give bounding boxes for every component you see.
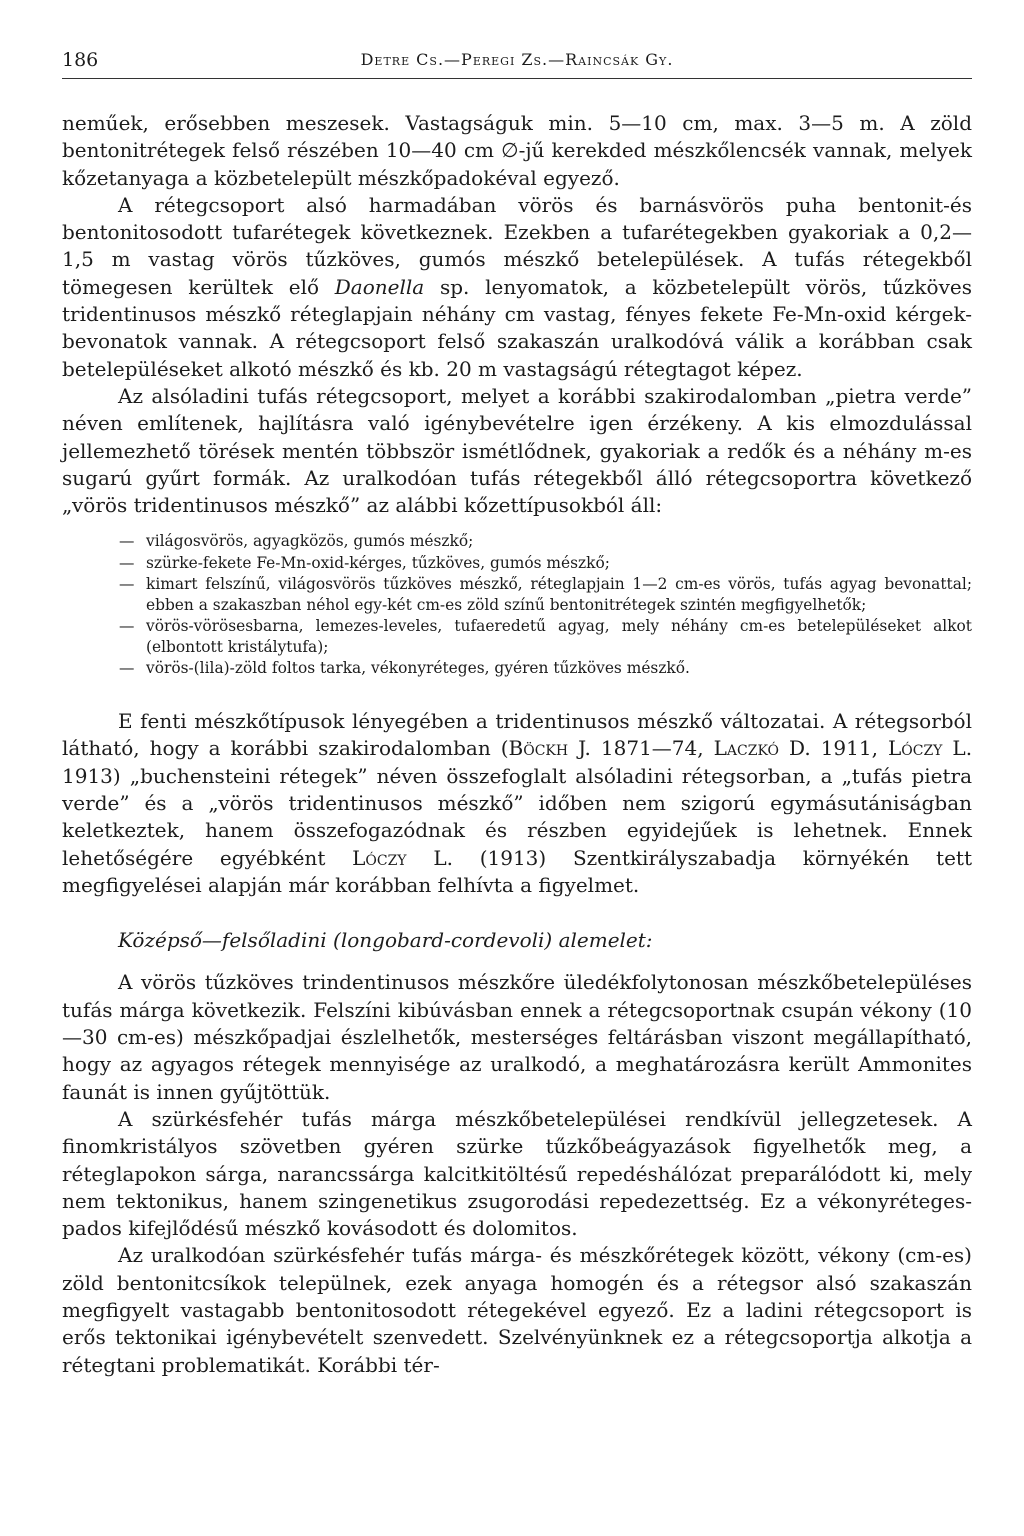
paragraph-2 [62, 192, 972, 383]
paragraph-4 [62, 708, 972, 899]
author-laczko: Laczkó [713, 736, 780, 761]
page-number: 186 [62, 49, 99, 71]
paragraph-4-text-a: E fenti mészkőtípusok lényegében a tridentinusos mészkő változatai. A rétegsorból látható, hogy a korábbi szakirodalomban ( [62, 709, 972, 761]
paragraph-2-text-b: sp. lenyomatok, a közbetelepült vörös, tűzköves tridentinusos mészkő réteglapjain néhány cm vastag, fényes fekete Fe-Mn-oxid kérgek-bevonatok vannak. A rétegcsoport felső szakaszán uralkodóvá válik a korábban csak betelepüléseket alkotó mészkő és kb. 20 m vastagságú rétegtagot képez. [62, 274, 972, 381]
section-heading: Középső—felsőladini (longobard-cordevoli) alemelet: [118, 928, 653, 953]
paragraph-4-text-b: J. 1871—74, [578, 736, 704, 761]
list-item [62, 658, 972, 679]
section-paragraph-3: Az uralkodóan szürkésfehér tufás márga- és mészkőrétegek között, vékony (cm-es) zöld bentonitcsíkok települnek, ezek anyaga homogén és a rétegsor alsó szakaszán megfigyelt vastagabb bentonitosodott rétegekével egyező. Ez a ladini rétegcsoport is erős tektonikai igénybevételt szenvedett. Szelvényünknek ez a rétegcsoportja alkotja a rétegtani problematikát. Korábbi tér- [62, 1243, 972, 1377]
paragraph-4-text-d: L. 1913) „buchensteini rétegek” néven összefoglalt alsóladini rétegsorban, a „tufás pietra verde” és a „vörös tridentinusos mészkő” időben nem szigorú egymásutániságban keletkeztek, hanem összefogazódnak és részben egyidejűek is lehetnek. Ennek lehetőségére egyébként [62, 736, 973, 870]
spacer [62, 954, 972, 969]
author-loczy: Lóczy [352, 845, 407, 870]
rock-type-list [62, 531, 972, 679]
list-item [62, 531, 972, 552]
section-paragraph-1: A vörös tűzköves trindentinusos mészkőre üledékfolytonosan mészkőbetelepüléses tufás márga következik. Felszíni kibúvásban ennek a rétegcsoportnak csupán vékony (10—30 cm-es) mészkőpadjai észlelhetők, mesterséges feltárásban viszont megállapítható, hogy az agyagos rétegek mennyisége az uralkodó, a meghatározásra került Ammonites faunát is innen gyűjtöttük. [62, 970, 972, 1104]
paragraph-2-text-a: A rétegcsoport alsó harmadában vörös és barnásvörös puha bentonit-és bentonitosodott tufarétegek következnek. Ezekben a tufarétegekben gyakoriak a 0,2—1,5 m vastag vörös tűzköves, gumós mészkő betelepülések. A tufás rétegekből tömegesen kerültek elő [62, 192, 972, 299]
list-dash: — [119, 532, 135, 551]
paragraph-4-text-e: L. (1913) Szentkirályszabadja környékén tett megfigyelései alapján már korábban felhívta a figyelmet. [62, 845, 973, 897]
spacer [62, 899, 972, 927]
body-text [62, 110, 972, 1379]
list-dash: — [119, 574, 135, 593]
list-item-text: kimart felszínű, világosvörös tűzköves mészkő, réteglapjain 1—2 cm-es vörös, tufás agyag bevonattal; ebben a szakaszban néhol egy-két cm-es zöld színű bentonitrétegek szintén megfigyelhetők; [146, 574, 972, 614]
paragraph-3: Az alsóladini tufás rétegcsoport, melyet a korábbi szakirodalomban „pietra verde” néven említenek, hajlításra való igénybevételre igen érzékeny. A kis elmozdulással jellemezhető törések mentén többször ismétlődnek, gyakoriak a redők és a néhány m-es sugarú gyűrt formák. Az uralkodóan tufás rétegekből álló rétegcsoportra következő „vörös tridentinusos mészkő” az alábbi kőzettípusokból áll: [62, 383, 972, 518]
list-item [62, 616, 972, 658]
taxon-daonella: Daonella [334, 274, 425, 299]
list-item [62, 553, 972, 574]
page-header [62, 46, 972, 74]
author-loczy: Lóczy [887, 736, 943, 761]
author-bockh: Böckh [508, 736, 569, 761]
header-rule [62, 78, 972, 79]
paragraph-1: neműek, erősebben meszesek. Vastagságuk min. 5—10 cm, max. 3—5 m. A zöld bentonitrétegek felső részében 10—40 cm ∅-jű kerekded mészkőlencsék vannak, melyek kőzetanyaga a közbetelepült mészkőpadokéval egyező. [62, 111, 972, 190]
list-item-text: vörös-(lila)-zöld foltos tarka, vékonyréteges, gyéren tűzköves mészkő. [146, 659, 690, 678]
list-item-text: szürke-fekete Fe-Mn-oxid-kérges, tűzköves, gumós mészkő; [146, 553, 610, 572]
list-dash: — [119, 616, 135, 635]
list-item-text: vörös-vörösesbarna, lemezes-leveles, tufaeredetű agyag, mely néhány cm-es betelepüléseket alkot (elbontott kristálytufa); [146, 616, 972, 656]
running-head: Detre Cs.—Peregi Zs.—Raincsák Gy. [360, 50, 674, 69]
list-dash: — [119, 553, 135, 572]
spacer [62, 693, 972, 708]
list-item-text: világosvörös, agyagközös, gumós mészkő; [146, 532, 474, 551]
section-paragraph-2: A szürkésfehér tufás márga mészkőbetelepülései rendkívül jellegzetesek. A finomkristályos szövetben gyéren szürke tűzkőbeágyazások figyelhetők meg, a réteglapokon sárga, narancssárga kalcitkitöltésű repedéshálózat preparálódott ki, mely nem tektonikus, hanem szingenetikus zsugorodási repedezettség. Ez a vékonyréteges-pados kifejlődésű mészkő kovásodott és dolomitos. [62, 1106, 972, 1241]
list-item [62, 574, 972, 616]
list-dash: — [119, 659, 135, 678]
paragraph-4-text-c: D. 1911, [789, 736, 878, 761]
